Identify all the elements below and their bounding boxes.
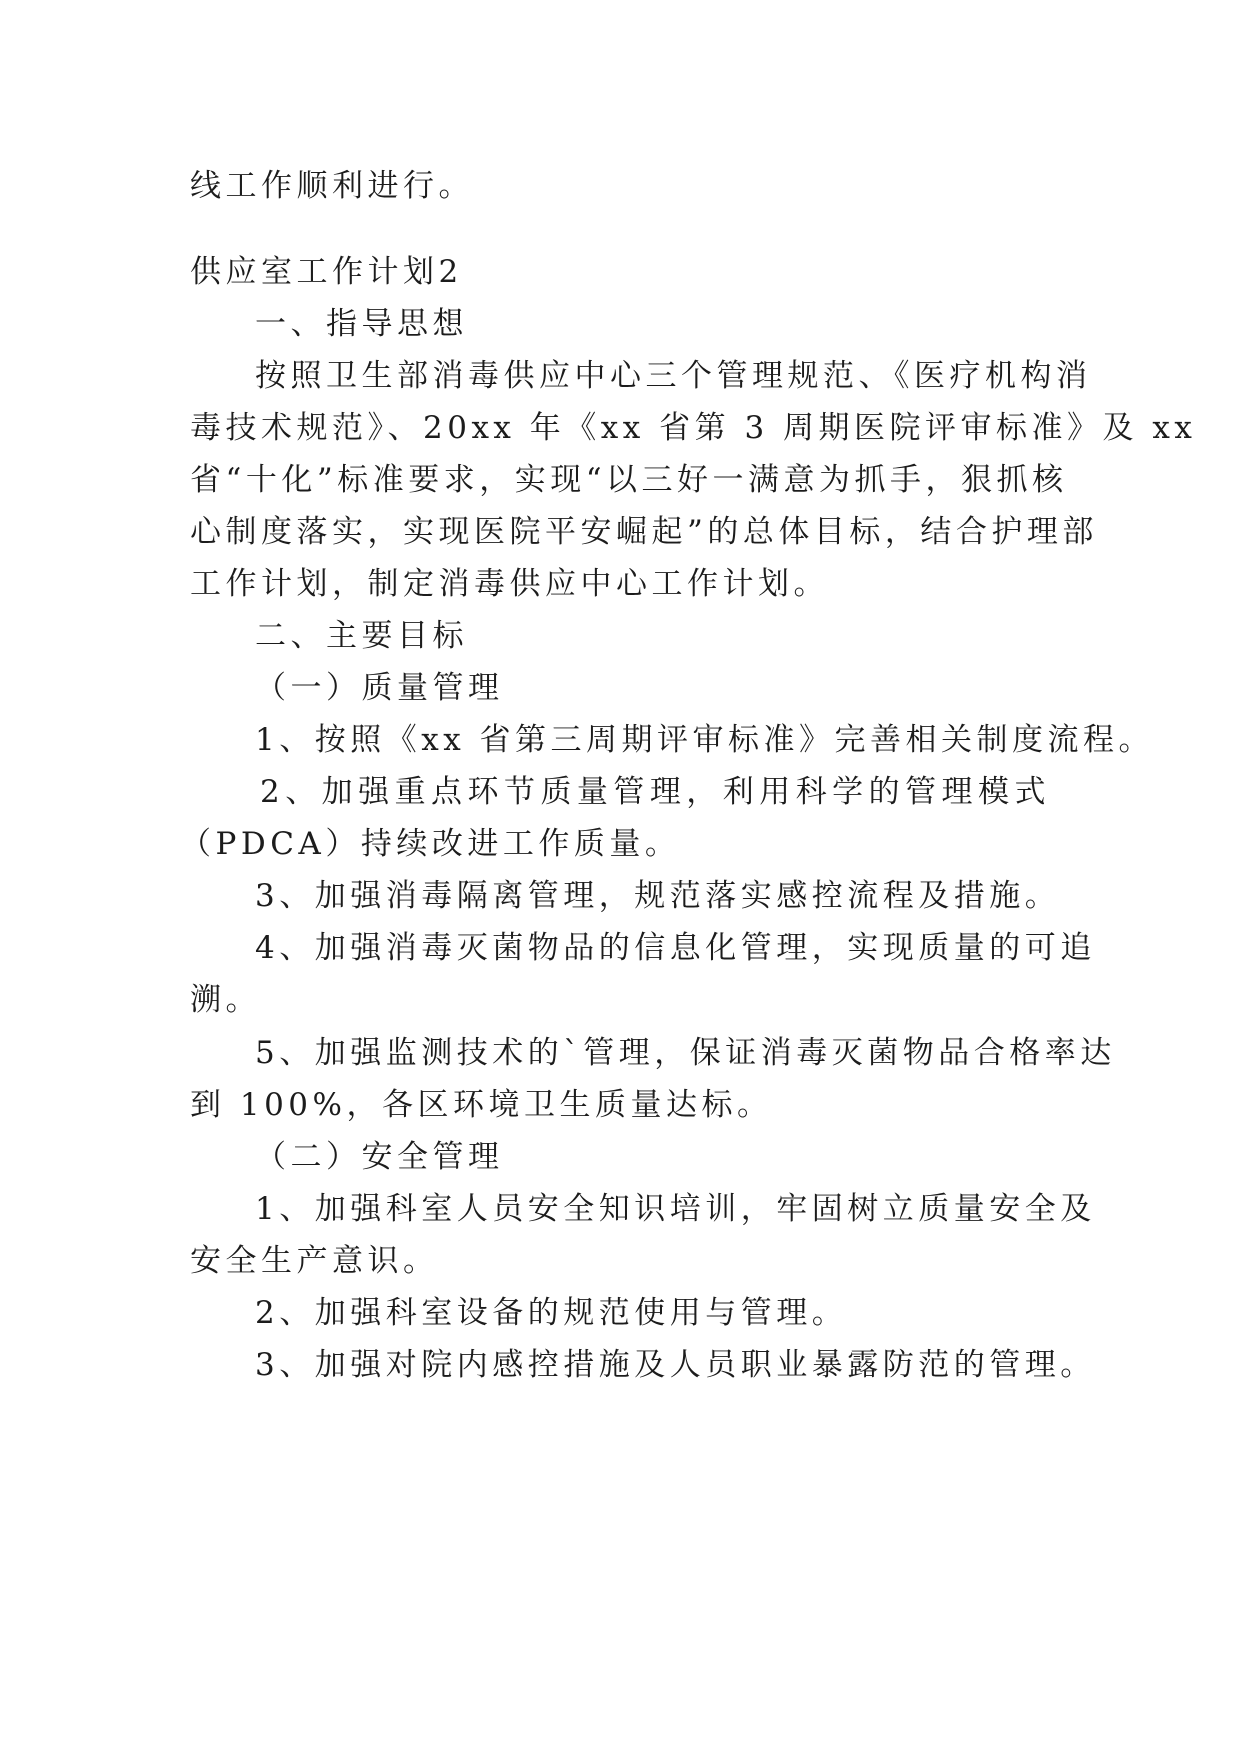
section-title: 供应室工作计划2 xyxy=(190,254,463,290)
list-item: 3、加强对院内感控措施及人员职业暴露防范的管理。 xyxy=(255,1347,1096,1383)
heading-main-goals: 二、主要目标 xyxy=(255,618,468,654)
paragraph-line: （PDCA）持续改进工作质量。 xyxy=(180,826,681,862)
heading-guiding-ideology: 一、指导思想 xyxy=(255,306,468,342)
subheading-safety-management: （二）安全管理 xyxy=(255,1139,504,1175)
paragraph-line: 到 100%，各区环境卫生质量达标。 xyxy=(190,1087,773,1123)
list-item: 1、加强科室人员安全知识培训，牢固树立质量安全及 xyxy=(255,1191,1096,1227)
list-item: 3、加强消毒隔离管理，规范落实感控流程及措施。 xyxy=(255,878,1061,914)
paragraph-line: 安全生产意识。 xyxy=(190,1243,439,1279)
paragraph-line: 按照卫生部消毒供应中心三个管理规范、《医疗机构消 xyxy=(255,358,1092,394)
list-item: 4、加强消毒灭菌物品的信息化管理，实现质量的可追 xyxy=(255,930,1096,966)
paragraph-line: 线工作顺利进行。 xyxy=(190,168,474,204)
paragraph-line: 工作计划，制定消毒供应中心工作计划。 xyxy=(190,566,829,602)
list-item: 2、加强重点环节质量管理，利用科学的管理模式 xyxy=(260,774,1050,810)
paragraph-line: 溯。 xyxy=(190,982,261,1018)
subheading-quality-management: （一）质量管理 xyxy=(255,670,504,706)
paragraph-line: 心制度落实，实现医院平安崛起”的总体目标，结合护理部 xyxy=(190,514,1098,550)
list-item: 1、按照《xx 省第三周期评审标准》完善相关制度流程。 xyxy=(255,722,1155,758)
paragraph-line: 省“十化”标准要求，实现“以三好一满意为抓手，狠抓核 xyxy=(190,462,1068,498)
list-item: 5、加强监测技术的`管理，保证消毒灭菌物品合格率达 xyxy=(255,1035,1116,1071)
paragraph-line: 毒技术规范》、20xx 年《xx 省第 3 周期医院评审标准》及 xx xyxy=(190,410,1197,446)
list-item: 2、加强科室设备的规范使用与管理。 xyxy=(255,1295,848,1331)
